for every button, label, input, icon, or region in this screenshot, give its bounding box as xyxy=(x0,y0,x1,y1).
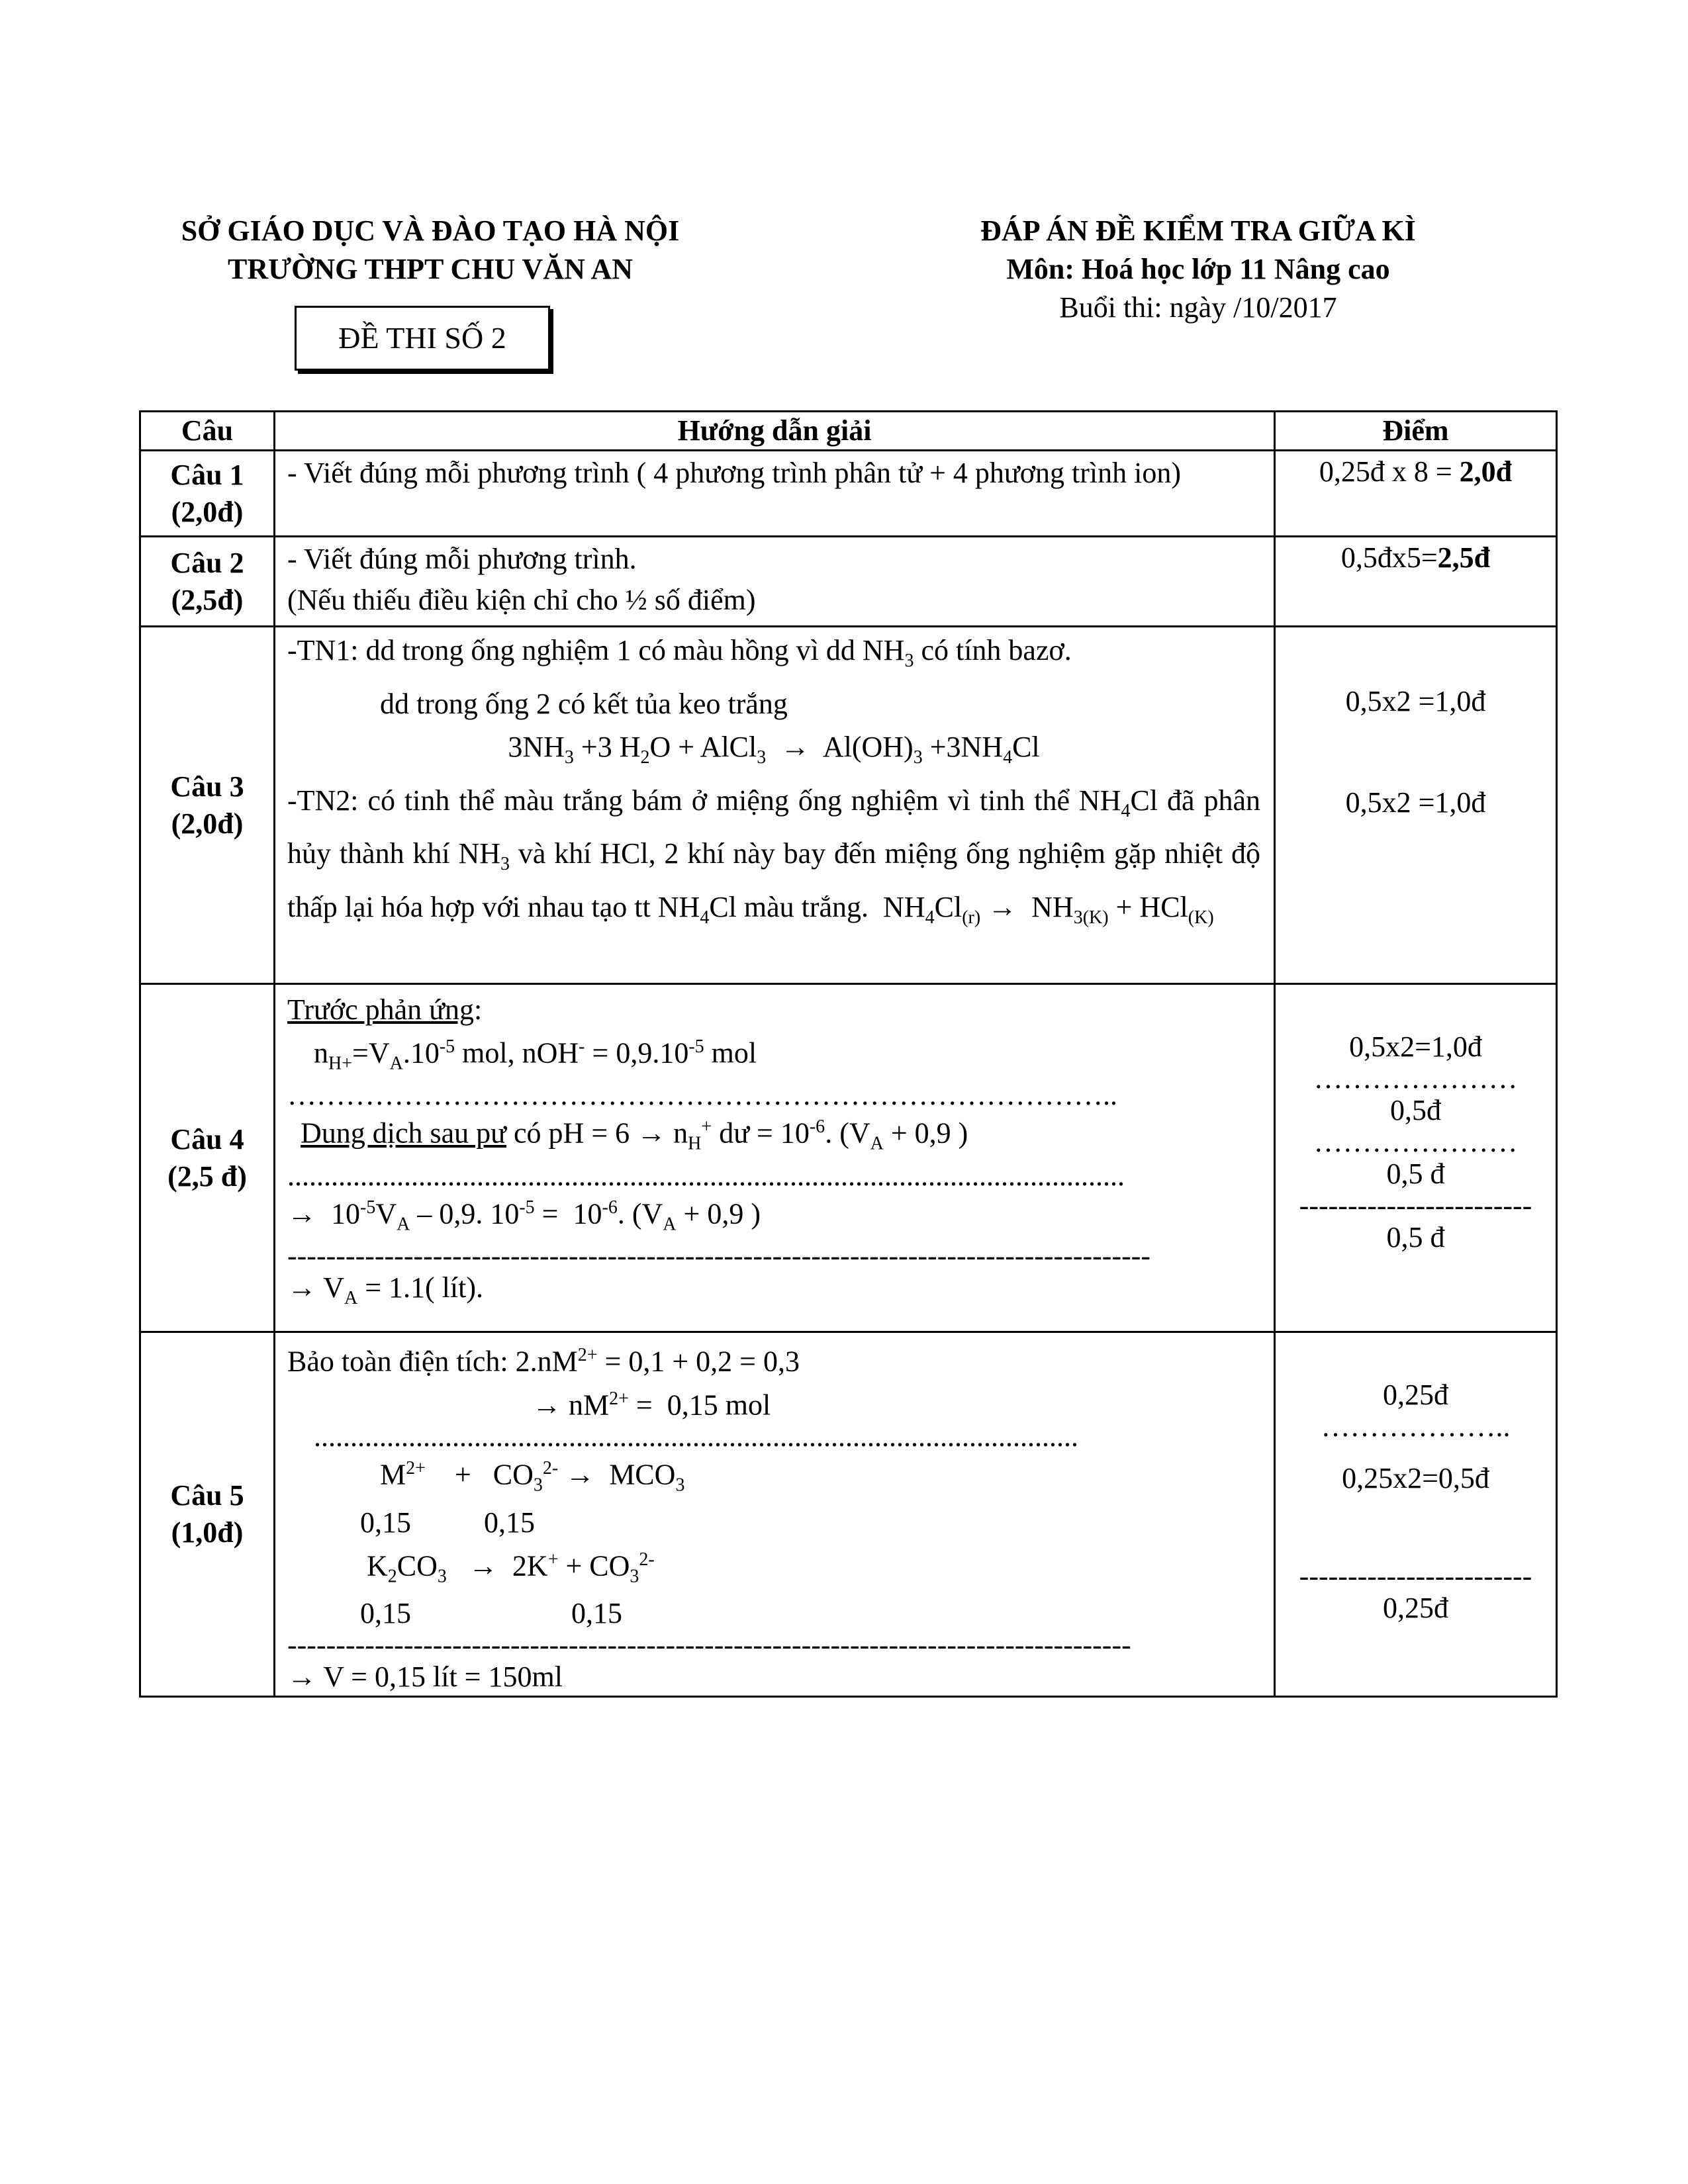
document-title: ĐÁP ÁN ĐỀ KIỂM TRA GIỮA KÌ xyxy=(980,214,1416,247)
final-answer: → $V_A = 1.1$( lít). xyxy=(287,1271,484,1309)
score-item: 0,5x2 =1,0đ xyxy=(1345,786,1486,819)
equation: $3NH_3 +3$ $H_2O$ + AlCl$_3$ → $Al(OH)_3 +3NH_4Cl$ xyxy=(508,730,1040,768)
question-label: Câu 2 xyxy=(170,546,244,579)
col-header-score: Điểm xyxy=(1275,412,1557,451)
table-row xyxy=(140,537,1557,627)
score-total: 2,5đ xyxy=(1437,541,1491,574)
dashed-separator: ------------------------ xyxy=(1299,1193,1532,1219)
score-cell xyxy=(1275,627,1557,984)
table-row xyxy=(140,984,1557,1332)
tn2-text: -TN2: có tinh thể màu trắng bám ở miệng ống nghiệm vì tinh thể $NH_4Cl$ đã phân hủy thành khí $NH_3$ và khí HCl, 2 khí này bay đến miệng ống nghiệm gặp nhiệt độ thấp lại hóa hợp với nhau tạo tt $NH_4Cl$ màu trắng. $NH_4Cl_{(r)} \to NH_{3(K)} + HCl_{(K)}$ xyxy=(287,784,1260,928)
score-item: 0,5đ xyxy=(1390,1094,1441,1126)
score-item: 0,5x2 =1,0đ xyxy=(1345,685,1486,717)
table-row xyxy=(140,627,1557,984)
question-cell xyxy=(140,984,275,1332)
solution-cell xyxy=(275,1332,1275,1697)
score-item: 0,5x2=1,0đ xyxy=(1349,1030,1482,1063)
reaction-2: $K_2CO_3 \to 2K^+ + CO_3^{2-}$ xyxy=(367,1549,655,1587)
dotted-separator: ………………………………………………………………………….. xyxy=(287,1082,1117,1109)
reaction-1: $M^{2+}$ + $CO_3^{2-} \to MCO_3$ xyxy=(380,1458,685,1496)
dashed-separator: ----------------------------------------------------------------------------------------- xyxy=(287,1243,1151,1270)
tn1-line2: dd trong ống 2 có kết tủa keo trắng xyxy=(380,687,788,720)
question-points: (2,0đ) xyxy=(171,807,244,840)
dashed-separator: --------------------------------------------------------------------------------------- xyxy=(287,1632,1131,1659)
question-points: (2,0đ) xyxy=(171,495,244,528)
before-reaction: Trước phản ứng: xyxy=(287,993,483,1026)
solution-cell xyxy=(275,537,1275,627)
dotted-separator: ......................................................................................................... xyxy=(314,1424,1078,1451)
before-calc: $n_{H+}=V_A.10^{-5}$ mol, $nOH^- = 0,9.10^{-5}$ mol xyxy=(314,1036,757,1074)
score-cell xyxy=(1275,451,1557,537)
solution-cell xyxy=(275,451,1275,537)
dotted-separator: ................................................................................................................... xyxy=(287,1162,1125,1189)
score-item: 0,5 đ xyxy=(1386,1158,1445,1190)
score-cell xyxy=(1275,984,1557,1332)
question-cell xyxy=(140,451,275,537)
score-item: 0,25x2=0,5đ xyxy=(1342,1462,1489,1494)
question-label: Câu 1 xyxy=(170,458,244,491)
table-header-row xyxy=(140,412,1557,451)
score-text: 0,25đ x 8 = xyxy=(1319,455,1460,488)
score-item: 0,5 đ xyxy=(1386,1221,1445,1253)
charge-conservation: Bảo toàn điện tích: $2.nM^{2+} = 0,1 + 0,2 = 0,3$ xyxy=(287,1345,800,1378)
tn1-line: -TN1: dd trong ống nghiệm 1 có màu hồng vì dd $NH_3$ có tính bazơ. xyxy=(287,634,1072,671)
solution-line: - Viết đúng mỗi phương trình. xyxy=(287,543,637,575)
score-cell xyxy=(1275,537,1557,627)
score-item: 0,25đ xyxy=(1383,1379,1448,1411)
question-label: Câu 5 xyxy=(170,1479,244,1512)
solution-line: (Nếu thiếu điều kiện chỉ cho ½ số điểm) xyxy=(287,584,756,616)
after-reaction: Dung dịch sau pư có pH = $6 \to n_H^+$ dư = $10^{-6}$. ($V_A + 0,9$ ) xyxy=(301,1116,968,1154)
col-header-question: Câu xyxy=(140,412,275,451)
header-right xyxy=(880,212,1516,327)
exam-date: Buổi thi: ngày /10/2017 xyxy=(1059,291,1337,324)
dashed-separator: ------------------------ xyxy=(1299,1563,1532,1590)
question-label: Câu 4 xyxy=(170,1122,244,1156)
dotted-separator: ………………… xyxy=(1313,1129,1518,1156)
header-left xyxy=(119,212,741,289)
col-header-guide: Hướng dẫn giải xyxy=(275,412,1275,451)
question-points: (2,5 đ) xyxy=(167,1160,247,1193)
subject-line: Môn: Hoá học lớp 11 Nâng cao xyxy=(1006,253,1390,285)
question-cell xyxy=(140,537,275,627)
department-name: SỞ GIÁO DỤC VÀ ĐÀO TẠO HÀ NỘI xyxy=(181,214,680,247)
score-item: 0,25đ xyxy=(1383,1592,1448,1624)
equation-line: → $10^{-5}V_A - 0,9$. $10^{-5} = 10^{-6}$. ($V_A + 0,9$ ) xyxy=(287,1197,761,1235)
moles-line: → $nM^{2+} = 0,15$ mol xyxy=(532,1388,771,1422)
score-total: 2,0đ xyxy=(1459,455,1513,488)
question-points: (1,0đ) xyxy=(171,1516,244,1549)
final-answer: → V = 0,15 lít = 150ml xyxy=(287,1661,563,1694)
solution-cell xyxy=(275,627,1275,984)
table-row xyxy=(140,451,1557,537)
question-label: Câu 3 xyxy=(170,770,244,803)
solution-cell xyxy=(275,984,1275,1332)
exam-code-box: ĐỀ THI SỐ 2 xyxy=(295,306,550,371)
school-name: TRƯỜNG THPT CHU VĂN AN xyxy=(227,253,633,285)
dotted-separator: ……………….. xyxy=(1321,1414,1511,1440)
table-row xyxy=(140,1332,1557,1697)
answer-table xyxy=(139,410,1558,1698)
solution-text: - Viết đúng mỗi phương trình ( 4 phương trình phân tử + 4 phương trình ion) xyxy=(287,457,1182,489)
question-cell xyxy=(140,1332,275,1697)
score-cell xyxy=(1275,1332,1557,1697)
reaction-1-moles: 0,15 0,15 xyxy=(360,1506,535,1539)
reaction-2-moles: 0,15 0,15 xyxy=(360,1597,622,1630)
question-cell xyxy=(140,627,275,984)
score-text: 0,5đx5= xyxy=(1340,541,1438,574)
question-points: (2,5đ) xyxy=(171,583,244,616)
dotted-separator: ………………… xyxy=(1313,1066,1518,1092)
